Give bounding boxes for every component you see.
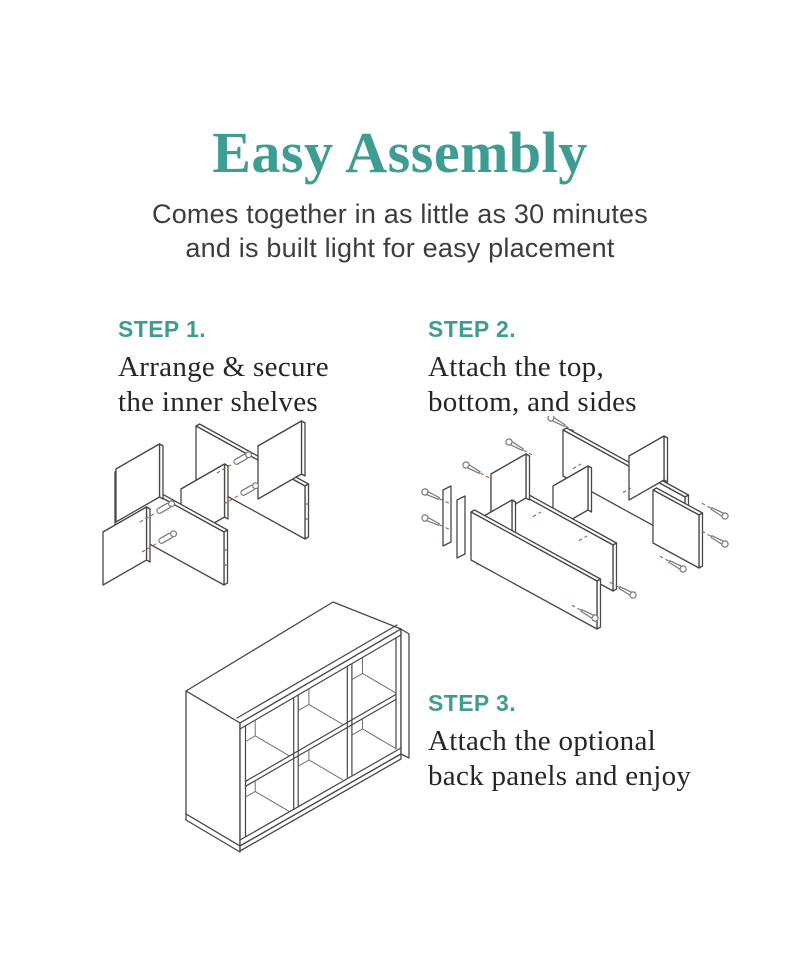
- step3-description-line-2: back panels and enjoy: [428, 760, 692, 792]
- step2-text-block: [428, 316, 637, 420]
- step3-description-line-1: Attach the optional: [428, 725, 656, 757]
- page-title: Easy Assembly: [212, 120, 588, 185]
- step2-label: STEP 2.: [428, 316, 517, 342]
- step3-assembled-organizer-illustration: [153, 596, 413, 856]
- step3-label: STEP 3.: [428, 690, 517, 716]
- step1-exploded-shelves-illustration: [93, 412, 333, 612]
- organizer-body: [186, 602, 409, 852]
- step1-text-block: [118, 316, 329, 420]
- step1-description-line-1: Arrange & secure: [118, 351, 329, 383]
- subtitle-line-1: Comes together in as little as 30 minutes: [152, 199, 648, 229]
- step1-label: STEP 1.: [118, 316, 207, 342]
- divider-panel-bottom-left: [103, 507, 150, 585]
- step1-description-line-2: the inner shelves: [118, 386, 318, 418]
- step2-description-line-2: bottom, and sides: [428, 386, 637, 418]
- step2-attach-panels-illustration: [413, 416, 748, 651]
- subtitle-line-2: and is built light for easy placement: [185, 233, 615, 263]
- step2-description-line-1: Attach the top,: [428, 351, 605, 383]
- step3-text-block: [428, 690, 691, 794]
- side-panel-edges-left: [443, 486, 465, 558]
